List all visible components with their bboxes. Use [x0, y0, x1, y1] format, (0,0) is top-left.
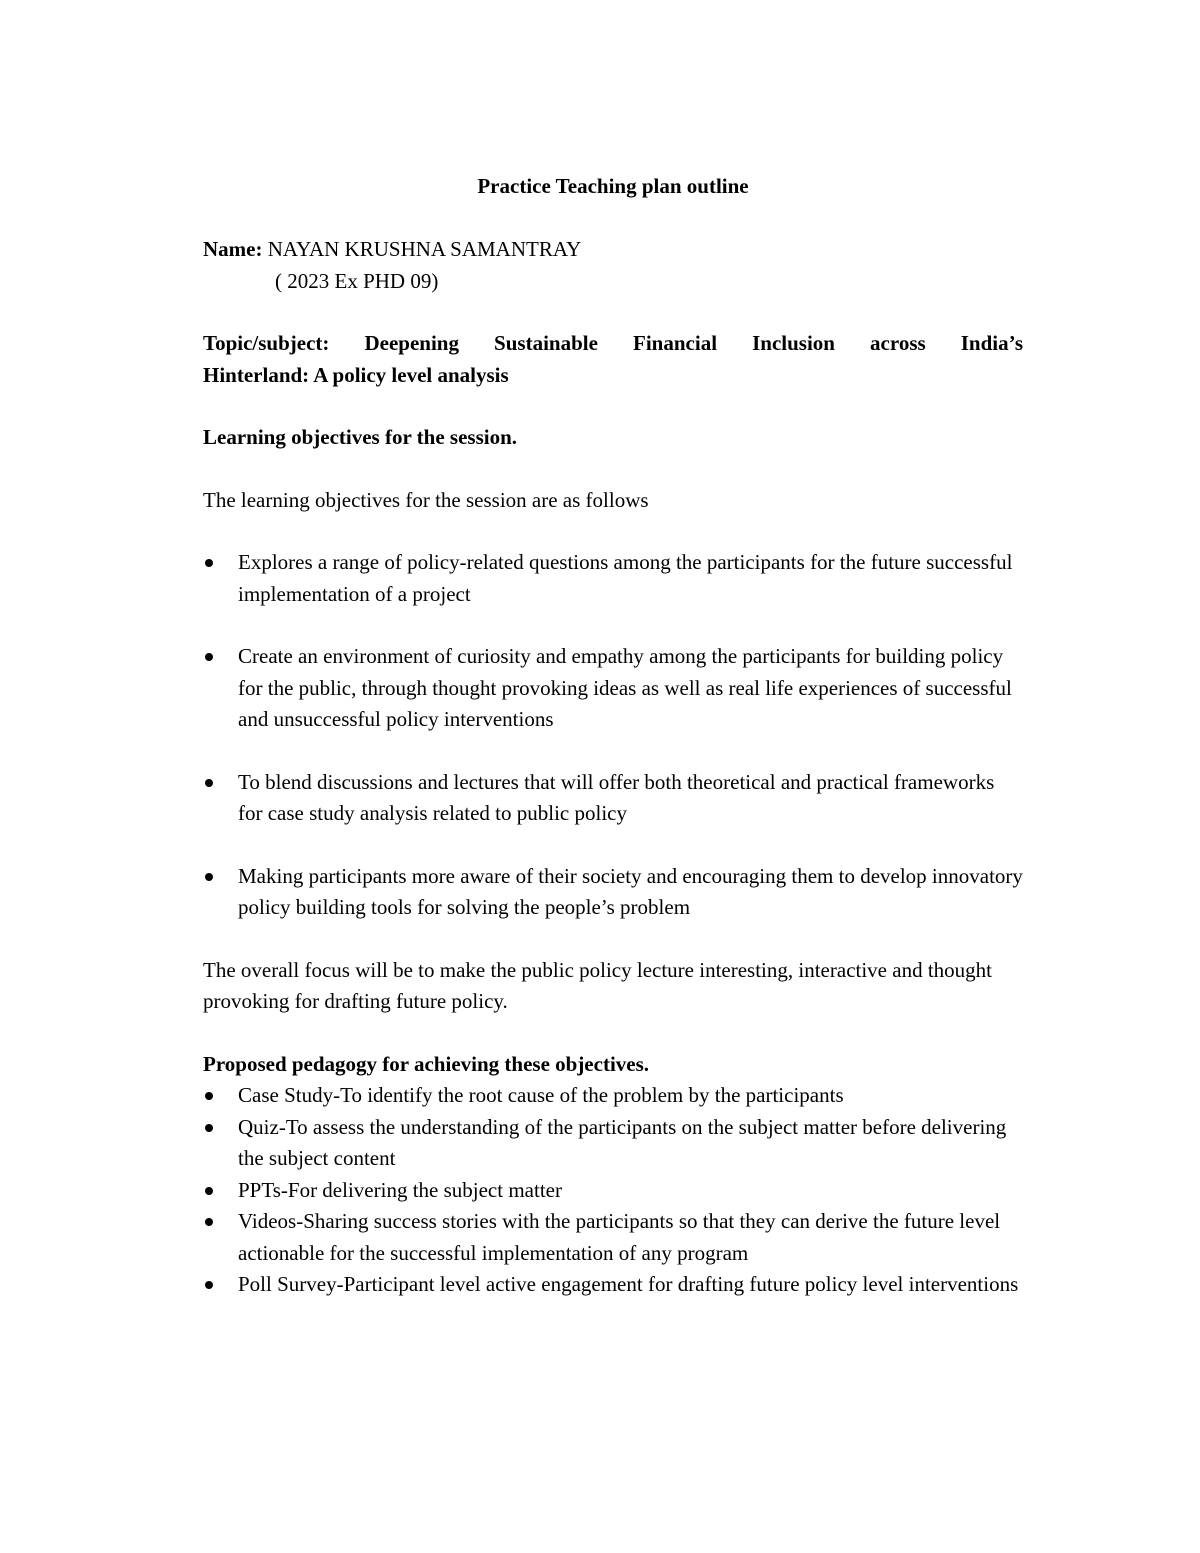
pedagogy-text: Videos-Sharing success stories with the participants so that they can derive the future level actionable for the successful implementation of any program [238, 1209, 1001, 1265]
list-item [203, 1080, 1023, 1112]
pedagogy-heading: Proposed pedagogy for achieving these objectives. [203, 1051, 650, 1076]
bullet-icon [205, 779, 213, 787]
pedagogy-text: PPTs-For delivering the subject matter [238, 1177, 562, 1202]
topic-line-2: Hinterland: A policy level analysis [203, 362, 509, 387]
document-page [203, 171, 1023, 1301]
list-item [203, 547, 1023, 610]
bullet-icon [205, 1281, 213, 1289]
bullet-icon [205, 1124, 213, 1132]
document-title: Practice Teaching plan outline [477, 174, 749, 198]
objective-text: To blend discussions and lectures that will offer both theoretical and practical frameworks for case study analysis related to public policy [238, 769, 995, 825]
pedagogy-text: Quiz-To assess the understanding of the participants on the subject matter before delivering the subject content [238, 1114, 1007, 1170]
pedagogy-text: Case Study-To identify the root cause of the problem by the participants [238, 1083, 844, 1107]
name-value: NAYAN KRUSHNA SAMANTRAY [262, 237, 582, 261]
bullet-icon [205, 1218, 213, 1226]
bullet-icon [205, 1092, 213, 1100]
bullet-icon [205, 653, 213, 661]
list-item [203, 1175, 1023, 1207]
pedagogy-list [203, 1080, 1023, 1301]
list-item [203, 767, 1023, 830]
list-item [203, 1112, 1023, 1175]
overall-focus: The overall focus will be to make the public policy lecture interesting, interactive and thought provoking for drafting future policy. [203, 957, 992, 1013]
objective-text: Create an environment of curiosity and empathy among the participants for building policy for the public, through thought provoking ideas as well as real life experiences of successful and unsuccessful policy interventions [238, 644, 1012, 731]
objectives-list [203, 547, 1023, 924]
objectives-intro: The learning objectives for the session are as follows [203, 487, 649, 512]
student-id: ( 2023 Ex PHD 09) [275, 268, 439, 293]
topic-line-1: Topic/subject: Deepening Sustainable Financial Inclusion across India’s [203, 331, 1023, 355]
name-label: Name: [203, 237, 263, 261]
bullet-icon [205, 873, 213, 881]
bullet-icon [205, 559, 213, 567]
topic-subject [203, 328, 1023, 391]
list-item [203, 641, 1023, 736]
list-item [203, 1269, 1023, 1301]
objective-text: Making participants more aware of their society and encouraging them to develop innovatory policy building tools for solving the people’s problem [238, 863, 1023, 919]
list-item [203, 1206, 1023, 1269]
bullet-icon [205, 1187, 213, 1195]
name-line [203, 234, 1023, 266]
objectives-heading: Learning objectives for the session. [203, 425, 518, 449]
list-item [203, 861, 1023, 924]
objective-text: Explores a range of policy-related questions among the participants for the future successful implementation of a project [238, 550, 1013, 606]
pedagogy-text: Poll Survey-Participant level active engagement for drafting future policy level interventions [238, 1272, 1019, 1296]
